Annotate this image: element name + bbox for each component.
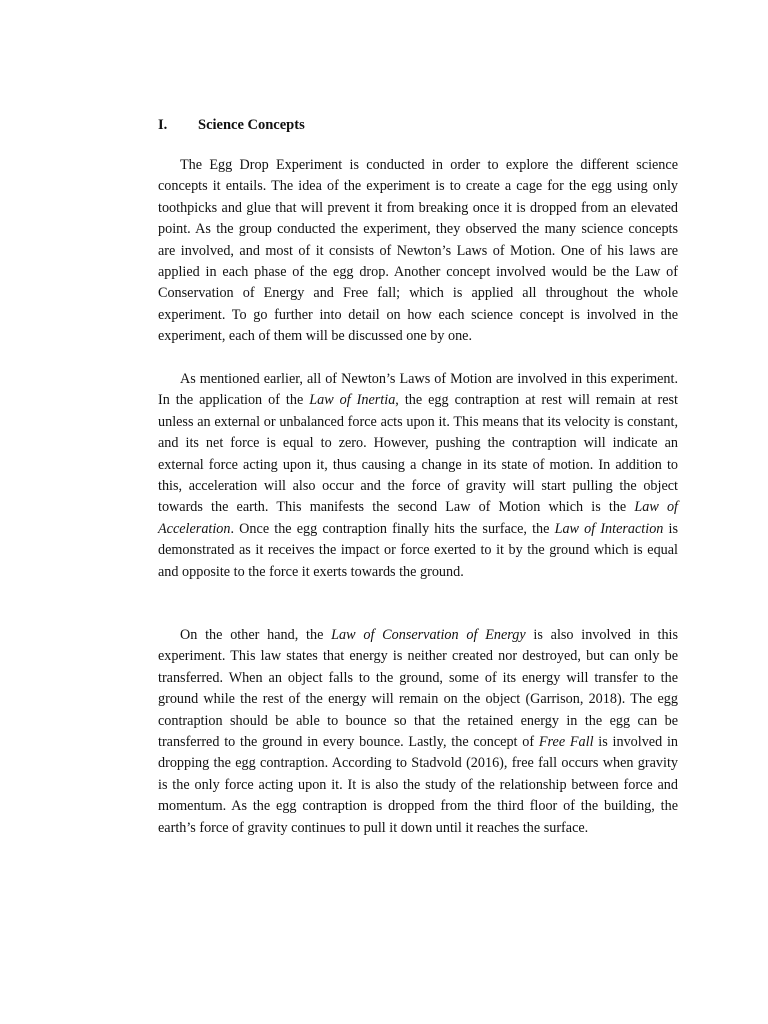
section-title: Science Concepts — [198, 117, 305, 133]
paragraph-newtons-laws — [158, 369, 678, 583]
term-free-fall: Free Fall — [538, 734, 594, 751]
paragraph-energy-freefall — [158, 625, 678, 839]
paragraph-text-segment: is demonstrated as it receives the impact or force exerted to it by the ground which is equal and opposite to the force it exerts towards the ground. — [158, 520, 678, 580]
section-number: I. — [158, 117, 168, 133]
paragraph-text-segment: , the egg contraption at rest will remain at rest unless an external or unbalanced force acts upon it. This means that its velocity is constant, and its net force is equal to zero. However, pushing the contraption will indicate an external force acting upon it, thus causing a change in its state of motion. In addition to this, acceleration will also occur and the force of gravity will start pulling the object towards the earth. This manifests the second Law of Motion which is the — [158, 392, 678, 516]
term-law-of-inertia: Law of Inertia — [309, 392, 396, 409]
paragraph-intro — [158, 155, 678, 348]
paragraph-text-segment: As mentioned earlier, all of Newton’s Laws of Motion are involved in this experiment. In the application of the — [158, 371, 678, 409]
section-heading — [158, 115, 305, 135]
term-law-of-interaction: Law of Interaction — [554, 520, 664, 537]
paragraph-text-segment: is involved in dropping the egg contraption. According to Stadvold (2016), free fall occurs when gravity is the only force acting upon it. It is also the study of the relationship between force and momentum. As the egg contraption is dropped from the third floor of the building, the earth’s force of gravity continues to pull it down until it reaches the surface. — [158, 734, 678, 836]
term-law-of-acceleration: Law of Acceleration — [158, 499, 679, 537]
term-law-of-conservation-of-energy: Law of Conservation of Energy — [331, 627, 526, 643]
paragraph-text-segment: On the other hand, the — [180, 627, 332, 643]
paragraph-text-segment: . Once the egg contraption finally hits the surface, the — [230, 520, 555, 537]
paragraph-intro-text: The Egg Drop Experiment is conducted in order to explore the different science concepts it entails. The idea of the experiment is to create a cage for the egg using only toothpicks and glue that will prevent it from breaking once it is dropped from an elevated point. As the group conducted the experiment, they observed the many science concepts are involved, and most of it consists of Newton’s Laws of Motion. One of his laws are applied in each phase of the egg drop. Another concept involved would be the Law of Conservation of Energy and Free fall; which is applied all throughout the whole experiment. To go further into detail on how each science concept is involved in the experiment, each of them will be discussed one by one. — [158, 157, 678, 345]
paragraph-text-segment: is also involved in this experiment. This law states that energy is neither created nor destroyed, but can only be transferred. When an object falls to the ground, some of its energy will transfer to the ground while the rest of the energy will remain on the object (Garrison, 2018). The egg contraption should be able to bounce so that the retained energy in the egg can be transferred to the ground in every bounce. Lastly, the concept of — [158, 627, 678, 751]
